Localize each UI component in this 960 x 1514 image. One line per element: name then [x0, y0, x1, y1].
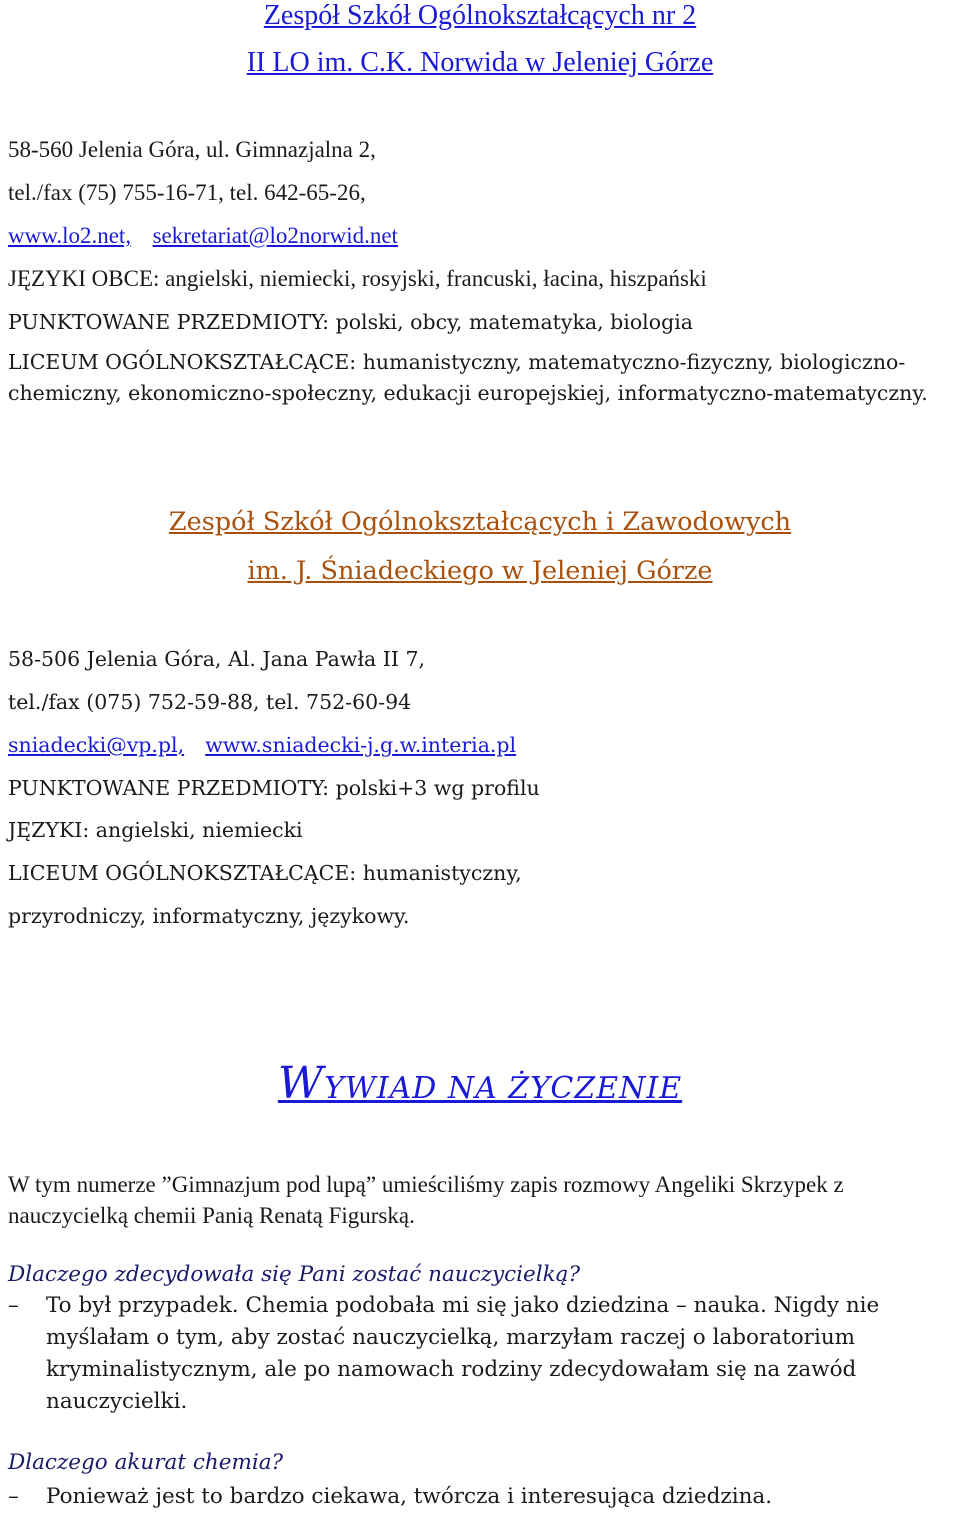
school1-www-link[interactable]: www.lo2.net,	[8, 223, 132, 248]
school2-profiles-line2: przyrodniczy, informatyczny, językowy.	[8, 904, 410, 928]
school2-title-line2: im. J. Śniadeckiego w Jeleniej Górze	[247, 556, 713, 586]
school1-links	[8, 223, 398, 249]
school1-email-link[interactable]: sekretariat@lo2norwid.net	[152, 223, 398, 248]
school1-languages: JĘZYKI OBCE: angielski, niemiecki, rosyjski, francuski, łacina, hiszpański	[8, 266, 707, 291]
interview-heading	[0, 1058, 960, 1109]
school1-title-line1: Zespół Szkół Ogólnokształcących nr 2	[263, 0, 697, 31]
school1-profiles-line2: chemiczny, ekonomiczno-społeczny, edukacji europejskiej, informatyczno-matematyczny.	[8, 381, 928, 405]
interview-question-2: Dlaczego akurat chemia?	[8, 1450, 284, 1475]
school1-title-line2: II LO im. C.K. Norwida w Jeleniej Górze	[246, 47, 714, 78]
answer-1-line2: myślałam o tym, aby zostać nauczycielką, marzyłam raczej o laboratorium	[46, 1325, 856, 1350]
school2-languages: JĘZYKI: angielski, niemiecki	[8, 818, 303, 842]
school2-links	[8, 733, 516, 757]
answer-2-dash: –	[8, 1484, 19, 1509]
school2-address: 58-506 Jelenia Góra, Al. Jana Pawła II 7,	[8, 647, 426, 671]
answer-1-line1: To był przypadek. Chemia podobała mi się jako dziedzina – nauka. Nigdy nie	[46, 1293, 880, 1318]
school2-phone: tel./fax (075) 752-59-88, tel. 752-60-94	[8, 690, 412, 714]
interview-heading-rest: YWIAD NA ŻYCZENIE	[324, 1071, 683, 1106]
school1-profiles-line1: LICEUM OGÓLNOKSZTAŁCĄCE: humanistyczny, matematyczno-fizyczny, biologiczno-	[8, 350, 906, 374]
school1-address: 58-560 Jelenia Góra, ul. Gimnazjalna 2,	[8, 137, 376, 162]
answer-2-line1: Ponieważ jest to bardzo ciekawa, twórcza i interesująca dziedzina.	[46, 1484, 773, 1509]
school2-profiles-line1: LICEUM OGÓLNOKSZTAŁCĄCE: humanistyczny,	[8, 861, 522, 885]
school2-email-link[interactable]: sniadecki@vp.pl,	[8, 733, 185, 757]
school1-subjects: PUNKTOWANE PRZEDMIOTY: polski, obcy, matematyka, biologia	[8, 310, 693, 334]
interview-intro-line2: nauczycielką chemii Panią Renatą Figurską.	[8, 1203, 415, 1228]
school2-title-line1: Zespół Szkół Ogólnokształcących i Zawodowych	[168, 507, 792, 537]
interview-intro-line1: W tym numerze ”Gimnazjum pod lupą” umieściliśmy zapis rozmowy Angeliki Skrzypek z	[8, 1172, 844, 1197]
answer-1-line3: kryminalistycznym, ale po namowach rodziny zdecydowałam się na zawód	[46, 1357, 857, 1382]
answer-1-line4: nauczycielki.	[46, 1389, 188, 1414]
interview-question-1: Dlaczego zdecydowała się Pani zostać nauczycielką?	[8, 1262, 581, 1287]
school1-phone: tel./fax (75) 755-16-71, tel. 642-65-26,	[8, 180, 366, 205]
school2-subjects: PUNKTOWANE PRZEDMIOTY: polski+3 wg profilu	[8, 776, 540, 800]
interview-heading-initial: W	[277, 1058, 325, 1109]
school2-www-link[interactable]: www.sniadecki-j.g.w.interia.pl	[205, 733, 517, 757]
answer-1-dash: –	[8, 1293, 19, 1318]
